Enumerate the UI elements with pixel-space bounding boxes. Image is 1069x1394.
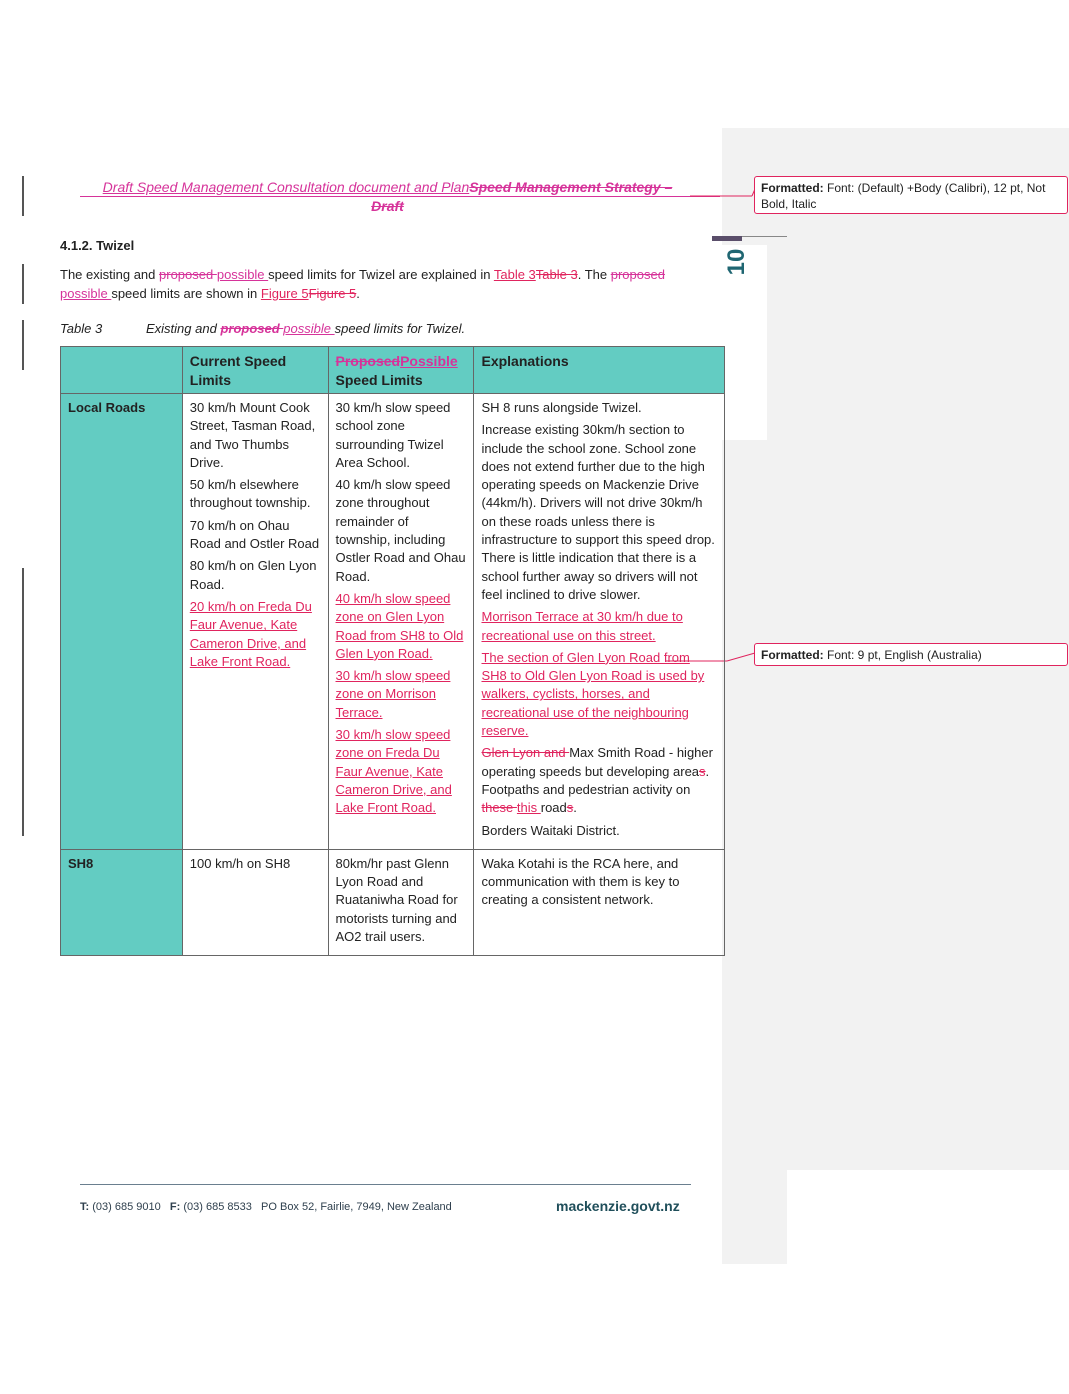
cell-current-limits: [182, 394, 328, 850]
header-cell-empty: [61, 347, 183, 394]
comment-label: Formatted:: [761, 648, 824, 662]
footer-rule: [80, 1184, 691, 1185]
fax-label: F:: [169, 1201, 181, 1213]
change-bar: [22, 568, 24, 836]
document-header: [80, 178, 695, 216]
inserted-text: The section of Glen Lyon Road from SH8 to Old Glen Lyon Road is used by walkers, cyclists, horses, and recreational use of the neighbouring reserve.: [481, 649, 705, 739]
cell-current-limits: [182, 849, 328, 955]
inserted-text: 40 km/h slow speed zone on Glen Lyon Road from SH8 to Old Glen Lyon Road.: [335, 590, 464, 661]
table-reference-link[interactable]: Table 3: [493, 267, 536, 282]
cell-text: Max Smith Road - higher operating speeds but developing area: [481, 745, 713, 779]
header-text: Speed Limits: [335, 372, 423, 388]
inserted-text: Possible: [400, 353, 458, 369]
cell-text: road: [540, 800, 567, 816]
footer-website: mackenzie.govt.nz: [556, 1198, 680, 1214]
cell-text: . Footpaths and pedestrian activity on: [481, 763, 710, 797]
comment-label: Formatted:: [761, 181, 824, 195]
deleted-text: proposed: [220, 321, 284, 336]
header-underline: [80, 196, 720, 197]
deleted-text: s: [699, 763, 706, 779]
page-number-rule: [742, 236, 787, 237]
header-proposed: [328, 347, 474, 394]
phone-label: T:: [80, 1201, 90, 1213]
header-deleted-title: Speed Management Strategy –: [469, 179, 673, 195]
change-bar: [22, 176, 24, 216]
cell-text: 30 km/h slow speed school zone surrounding Twizel Area School.: [335, 400, 451, 470]
inserted-text: 20 km/h on Freda Du Faur Avenue, Kate Cameron Drive, and Lake Front Road.: [189, 598, 312, 669]
inserted-text: possible: [216, 267, 269, 282]
para-text: .: [356, 286, 360, 301]
intro-paragraph: [60, 265, 710, 303]
page-number-bar: [712, 236, 742, 241]
figure-reference-link[interactable]: Figure 5: [260, 286, 309, 301]
header-inserted-title: Draft Speed Management Consultation document and Plan: [102, 179, 470, 195]
cell-text: Increase existing 30km/h section to include the school zone. School zone does not extend further due to the high operating speeds on Mackenzie Drive (44km/h). Drivers will not drive 30km/h on these roads unless there is infrastructure to support this speed drop. There is little indication that there is a school further away so drivers will not feel inclined to drive slower.: [481, 422, 715, 602]
fax-number: (03) 685 8533: [180, 1201, 252, 1213]
cell-text: 80 km/h on Glen Lyon Road.: [189, 558, 317, 592]
deleted-text: Table 3: [535, 267, 578, 282]
para-text: . The: [577, 267, 611, 282]
cell-text: 30 km/h Mount Cook Street, Tasman Road, and Two Thumbs Drive.: [189, 400, 316, 470]
change-bar: [22, 264, 24, 304]
cell-text: 100 km/h on SH8: [189, 855, 291, 871]
cell-text: Waka Kotahi is the RCA here, and communication with them is key to creating a consistent network.: [481, 855, 680, 908]
cell-text: .: [573, 800, 577, 816]
table-caption: [60, 321, 465, 336]
table-row: [61, 394, 725, 850]
inserted-text: this: [516, 800, 541, 816]
comment-text: Font: 9 pt, English (Australia): [823, 648, 982, 662]
header-explanations: Explanations: [474, 347, 725, 394]
table-row: [61, 849, 725, 955]
page-number: 10: [723, 248, 750, 276]
para-text: speed limits for Twizel are explained in: [268, 267, 494, 282]
row-label-local-roads: Local Roads: [61, 394, 183, 850]
inserted-text: possible: [60, 286, 112, 301]
deleted-text: Proposed: [335, 353, 401, 369]
cell-proposed-limits: [328, 394, 474, 850]
phone-number: (03) 685 9010: [89, 1201, 161, 1213]
para-text: speed limits are shown in: [111, 286, 261, 301]
cell-text: SH 8 runs alongside Twizel.: [481, 400, 642, 415]
cell-text: Borders Waitaki District.: [481, 822, 620, 838]
cell-explanations: [474, 849, 725, 955]
caption-text: Existing and: [146, 321, 221, 336]
header-current: Current Speed Limits: [182, 347, 328, 394]
postal-address: PO Box 52, Fairlie, 7949, New Zealand: [261, 1201, 452, 1213]
speed-limits-table: [60, 346, 725, 956]
inserted-text: Morrison Terrace at 30 km/h due to recreational use on this street.: [481, 609, 683, 643]
format-comment-balloon[interactable]: [754, 176, 1068, 214]
comment-text: Font: (Default) +Body (Calibri), 12 pt, Not Bold, Italic: [761, 181, 1046, 211]
table-header-row: [61, 347, 725, 394]
inserted-text: 30 km/h slow speed zone on Morrison Terrace.: [335, 668, 451, 720]
section-heading: 4.1.2. Twizel: [60, 238, 135, 253]
inserted-text: 30 km/h slow speed zone on Freda Du Faur Avenue, Kate Cameron Drive, and Lake Front Road.: [335, 727, 452, 816]
deleted-text: proposed: [159, 267, 217, 282]
change-bar: [22, 320, 24, 370]
comment-connector-1: [690, 180, 760, 200]
cell-text: 80km/hr past Glenn Lyon Road and Ruataniwha Road for motorists turning and AO2 trail users.: [335, 855, 458, 945]
format-comment-balloon[interactable]: [754, 643, 1068, 666]
para-text: The existing and: [60, 267, 160, 282]
cell-proposed-limits: [328, 849, 474, 955]
cell-paragraph: [481, 744, 717, 817]
row-label-sh8: SH8: [61, 849, 183, 955]
deleted-text: these: [481, 800, 517, 816]
deleted-text: Figure 5: [308, 286, 357, 301]
header-deleted-draft: Draft: [371, 198, 404, 214]
cell-explanations: [474, 394, 725, 850]
cell-text: 50 km/h elsewhere throughout township.: [189, 477, 311, 511]
inserted-text: possible: [283, 321, 335, 336]
deleted-text: s: [566, 800, 574, 816]
caption-text: speed limits for Twizel.: [334, 321, 466, 336]
cell-text: 40 km/h slow speed zone throughout remainder of township, including Ostler Road and Ohau Road.: [335, 477, 466, 584]
markup-pane-lower: [722, 1170, 787, 1264]
deleted-text: Glen Lyon and: [481, 745, 570, 761]
caption-number: Table 3: [60, 321, 103, 336]
deleted-text: proposed: [610, 267, 665, 282]
footer-contact: [80, 1201, 452, 1213]
cell-text: 70 km/h on Ohau Road and Ostler Road: [189, 517, 320, 552]
